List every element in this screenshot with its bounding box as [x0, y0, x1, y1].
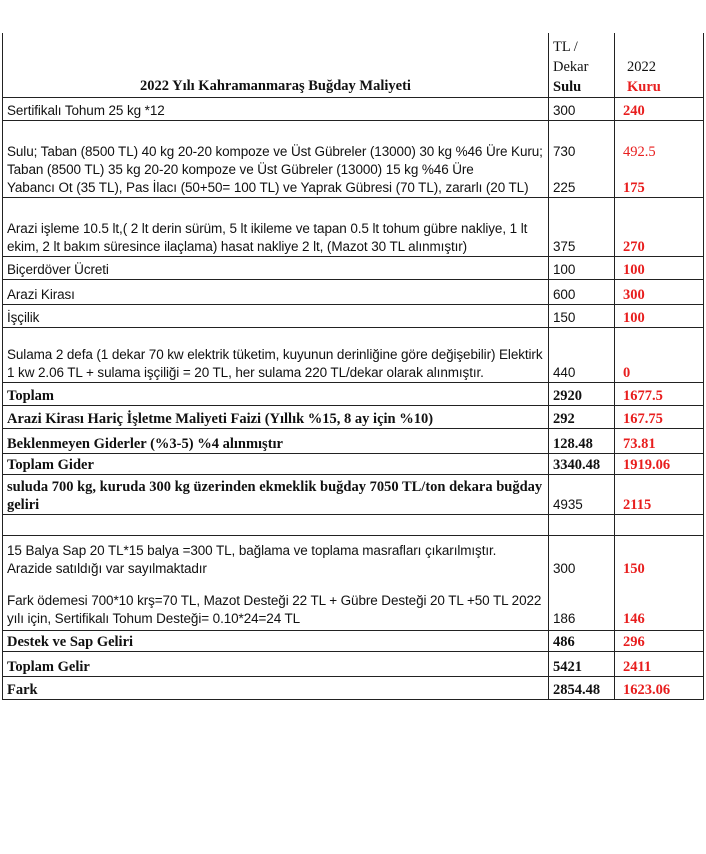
kuru-value: 100 [615, 256, 704, 279]
sulu-value: 225 [553, 179, 576, 195]
kuru-value: 270 [615, 197, 704, 256]
sulu-value: 292 [549, 405, 615, 428]
table-row [3, 630, 704, 651]
kuru-value: 175 [623, 179, 645, 196]
sulu-value: 186 [553, 610, 576, 626]
kuru-value: 167.75 [615, 405, 704, 428]
sulu-value: 5421 [549, 651, 615, 676]
sulu-value: 2920 [549, 382, 615, 405]
sulu-value: 730 [553, 143, 576, 159]
row-label: Sertifikalı Tohum 25 kg *12 [3, 97, 549, 120]
cost-table-container [2, 33, 703, 700]
kuru-value: 240 [615, 97, 704, 120]
sulu-value: 128.48 [549, 428, 615, 453]
table-row [3, 279, 704, 304]
sulu-value: 150 [549, 304, 615, 327]
table-row [3, 453, 704, 474]
row-label: suluda 700 kg, kuruda 300 kg üzerinden ekmeklik buğday 7050 TL/ton dekara buğday geliri [3, 474, 549, 514]
kuru-value: 1919.06 [615, 453, 704, 474]
row-label: Arazi Kirası [3, 279, 549, 304]
sulu-label: Sulu [553, 78, 582, 95]
sulu-value: 4935 [549, 474, 615, 514]
kuru-value: 1677.5 [615, 382, 704, 405]
kuru-value: 492.5 [623, 143, 656, 160]
kuru-column-header [615, 33, 704, 97]
kuru-value: 73.81 [615, 428, 704, 453]
unit-label-top: TL / [553, 38, 578, 55]
row-label: Fark [3, 676, 549, 699]
table-row [3, 382, 704, 405]
row-label: Sulu; Taban (8500 TL) 40 kg 20-20 kompoze ve Üst Gübreler (13000) 30 kg %46 Üre Kuru; Taban (8500 TL) 35 kg 20-20 kompoze ve Üst Gübreler (13000) 15 kg %46 Üre [7, 143, 543, 177]
kuru-value: 2115 [615, 474, 704, 514]
table-row [3, 256, 704, 279]
spacer-row [3, 514, 704, 535]
sulu-value: 375 [549, 197, 615, 256]
kuru-label: Kuru [627, 78, 661, 95]
row-label: Destek ve Sap Geliri [3, 630, 549, 651]
row-label: Beklenmeyen Giderler (%3-5) %4 alınmıştır [3, 428, 549, 453]
row-label: Toplam Gider [3, 453, 549, 474]
table-row [3, 428, 704, 453]
table-title: 2022 Yılı Kahramanmaraş Buğday Maliyeti [3, 33, 549, 97]
row-label: Arazi Kirası Hariç İşletme Maliyeti Faizi (Yıllık %15, 8 ay için %10) [3, 405, 549, 428]
row-label: Yabancı Ot (35 TL), Pas İlacı (50+50= 100 TL) ve Yaprak Gübresi (70 TL), zararlı (20 TL) [7, 179, 529, 195]
table-row [3, 327, 704, 382]
table-row [3, 197, 704, 256]
row-label: İşçilik [3, 304, 549, 327]
row-label: Toplam [3, 382, 549, 405]
sulu-value: 486 [549, 630, 615, 651]
unit-label-mid: Dekar [553, 58, 589, 75]
kuru-value: 1623.06 [615, 676, 704, 699]
sulu-value: 100 [549, 256, 615, 279]
kuru-value: 146 [623, 610, 645, 627]
sulu-value: 440 [549, 327, 615, 382]
table-row [3, 676, 704, 699]
row-label: Sulama 2 defa (1 dekar 70 kw elektrik tüketim, kuyunun derinliğine göre değişebilir) Elektirk 1 kw 2.06 TL + sulama işçiliği = 20 TL, her sulama 220 TL/dekar olarak alınmıştır. [3, 327, 549, 382]
sulu-value: 600 [549, 279, 615, 304]
row-label: Biçerdöver Ücreti [3, 256, 549, 279]
header-row [3, 33, 704, 97]
row-label: Arazi işleme 10.5 lt,( 2 lt derin sürüm, 5 lt ikileme ve tapan 0.5 lt tohum gübre nakliye, 1 lt ekim, 2 lt bakım süresince ilaçlama) hasat nakliye 2 lt, (Mazot 30 TL alınmıştır) [3, 197, 549, 256]
kuru-value: 300 [615, 279, 704, 304]
kuru-value: 296 [615, 630, 704, 651]
row-label: Fark ödemesi 700*10 krş=70 TL, Mazot Desteği 22 TL + Gübre Desteği 20 TL +50 TL 2022 yılı için, Sertifikalı Tohum Desteği= 0.10*24=24 TL [7, 592, 542, 626]
kuru-value: 100 [615, 304, 704, 327]
row-label: Toplam Gelir [3, 651, 549, 676]
table-row [3, 474, 704, 514]
cost-table [2, 33, 704, 700]
kuru-value: 2411 [615, 651, 704, 676]
sulu-value: 300 [549, 97, 615, 120]
table-row [3, 120, 704, 197]
kuru-value: 0 [615, 327, 704, 382]
sulu-value: 2854.48 [549, 676, 615, 699]
year-label: 2022 [627, 58, 656, 75]
sulu-value: 3340.48 [549, 453, 615, 474]
sulu-value: 300 [553, 560, 576, 576]
sulu-column-header [549, 33, 615, 97]
kuru-value: 150 [623, 560, 645, 577]
table-row [3, 535, 704, 630]
table-row [3, 304, 704, 327]
table-row [3, 651, 704, 676]
table-row [3, 405, 704, 428]
table-row [3, 97, 704, 120]
row-label: 15 Balya Sap 20 TL*15 balya =300 TL, bağlama ve toplama masrafları çıkarılmıştır. Arazide satıldığı var sayılmaktadır [7, 542, 497, 576]
